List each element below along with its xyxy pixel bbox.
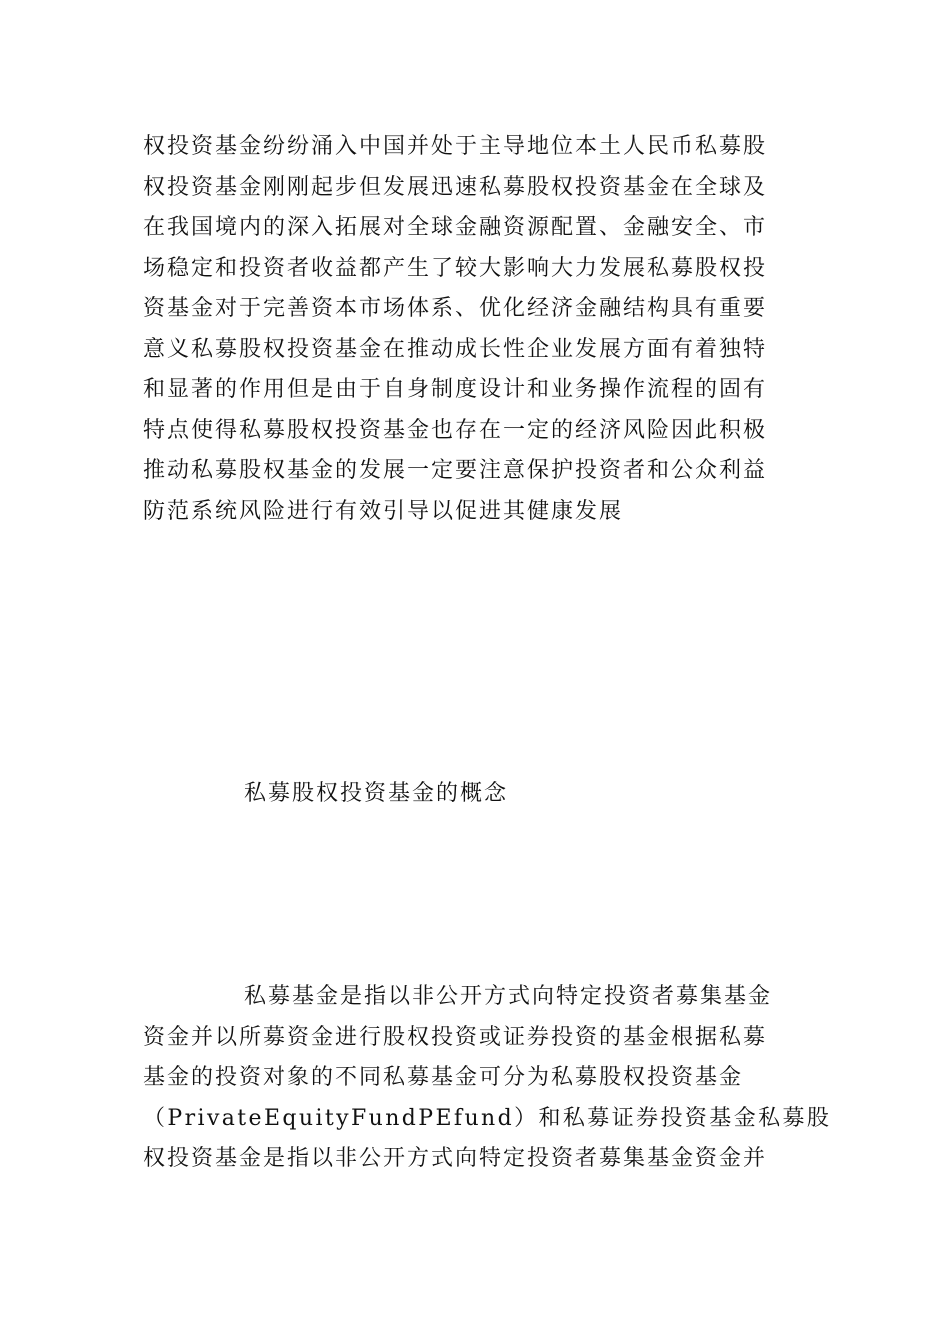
paragraph-line: 场稳定和投资者收益都产生了较大影响大力发展私募股权投 [143, 255, 768, 281]
paragraph-line: （PrivateEquityFundPEfund）和私募证券投资基金私募股 [143, 1105, 832, 1131]
paragraph-line: 防范系统风险进行有效引导以促进其健康发展 [143, 498, 624, 524]
definition-paragraph [143, 977, 832, 1180]
paragraph-line: 和显著的作用但是由于自身制度设计和业务操作流程的固有 [143, 377, 768, 402]
intro-paragraph [143, 127, 823, 532]
paragraph-line: 权投资基金刚刚起步但发展迅速私募股权投资基金在全球及 [143, 174, 768, 200]
paragraph-line: 在我国境内的深入拓展对全球金融资源配置、金融安全、市 [143, 215, 768, 240]
section-heading: 私募股权投资基金的概念 [244, 781, 509, 806]
paragraph-line: 特点使得私募股权投资基金也存在一定的经济风险因此积极 [143, 417, 768, 443]
section-heading-block [143, 774, 823, 815]
paragraph-line: 私募基金是指以非公开方式向特定投资者募集基金 [244, 984, 773, 1009]
paragraph-line: 权投资基金是指以非公开方式向特定投资者募集基金资金并 [143, 1146, 768, 1171]
paragraph-line: 权投资基金纷纷涌入中国并处于主导地位本土人民币私募股 [143, 134, 768, 159]
paragraph-line: 基金的投资对象的不同私募基金可分为私募股权投资基金 [143, 1065, 744, 1090]
paragraph-line: 资基金对于完善资本市场体系、优化经济金融结构具有重要 [143, 296, 768, 321]
paragraph-line: 资金并以所募资金进行股权投资或证券投资的基金根据私募 [143, 1024, 768, 1050]
paragraph-line: 推动私募股权基金的发展一定要注意保护投资者和公众利益 [143, 458, 768, 483]
paragraph-line: 意义私募股权投资基金在推动成长性企业发展方面有着独特 [143, 336, 768, 362]
